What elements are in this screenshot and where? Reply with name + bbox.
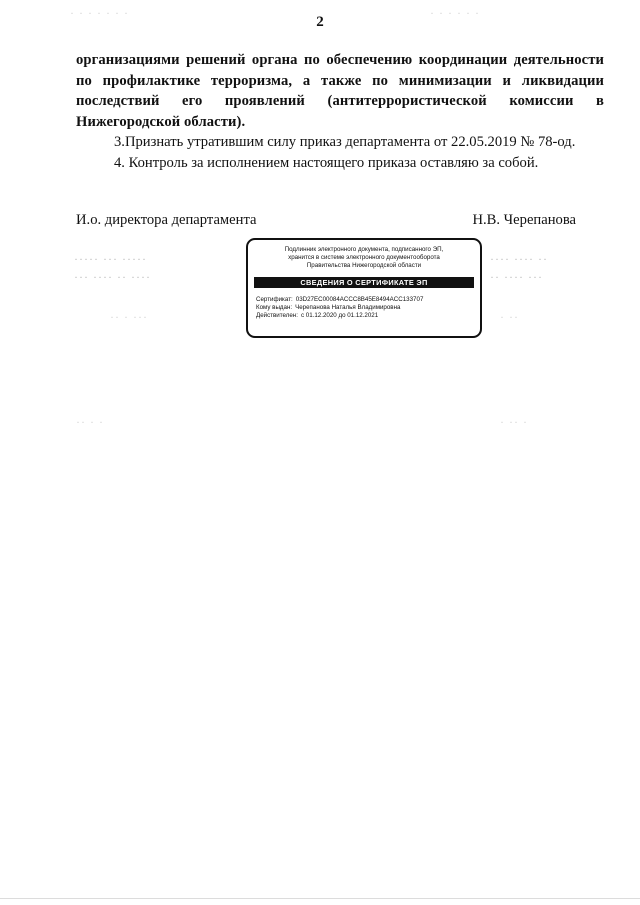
paragraph-continuation: организациями решений органа по обеспечению координации деятельности по профилактике терроризма, а также по минимизации и ликвидации последствий его проявлений (антитеррористической комиссии в Нижегородской области). — [76, 52, 604, 130]
validity-label: Действителен: — [256, 312, 298, 320]
signer-name: Н.В. Черепанова — [472, 212, 576, 228]
certificate-value: 03D27EC00084ACCC8B45E8494ACC133707 — [295, 295, 424, 303]
validity-value: с 01.12.2020 до 01.12.2021 — [300, 312, 379, 320]
scan-artifact: ··· ···· ·· ···· — [74, 270, 151, 284]
stamp-details — [256, 296, 480, 321]
scan-artifact: ····· ··· ····· — [74, 252, 147, 266]
stamp-intro-line: хранится в системе электронного документооборота — [288, 254, 440, 262]
issued-to-label: Кому выдан: — [256, 303, 293, 311]
stamp-validity-row — [256, 312, 480, 320]
scan-artifact: ···· ···· ·· — [490, 252, 548, 266]
scan-artifact: ·· · · — [76, 415, 104, 429]
scan-artifact: · ·· · — [500, 415, 528, 429]
stamp-intro-line: Правительства Нижегородской области — [306, 262, 422, 270]
stamp-certificate-row — [256, 296, 480, 304]
stamp-issued-row — [256, 304, 480, 312]
stamp-intro — [248, 246, 480, 271]
scan-artifact: · ·· — [500, 310, 519, 324]
electronic-signature-stamp — [246, 238, 482, 338]
document-body — [76, 50, 604, 174]
page-number: 2 — [316, 14, 324, 30]
paragraph-item-4: 4. Контроль за исполнением настоящего приказа оставляю за собой. — [114, 154, 539, 171]
issued-to-value: Черепанова Наталья Владимировна — [295, 303, 401, 311]
paragraph-item-3: 3.Признать утратившим силу приказ департамента от 22.05.2019 № 78-од. — [114, 134, 576, 151]
stamp-intro-line: Подлинник электронного документа, подписанного ЭП, — [284, 246, 444, 253]
signer-position: И.о. директора департамента — [76, 212, 257, 228]
page-edge-line — [0, 898, 640, 899]
scan-artifact: · · · · · · · — [70, 6, 129, 20]
scan-artifact: · · · · · · — [430, 6, 480, 20]
scan-artifact: ·· ···· ··· — [490, 270, 543, 284]
scan-artifact: ·· · ··· — [110, 310, 148, 324]
signature-block — [76, 212, 576, 229]
stamp-header: СВЕДЕНИЯ О СЕРТИФИКАТЕ ЭП — [254, 277, 474, 288]
certificate-label: Сертификат: — [256, 295, 293, 303]
